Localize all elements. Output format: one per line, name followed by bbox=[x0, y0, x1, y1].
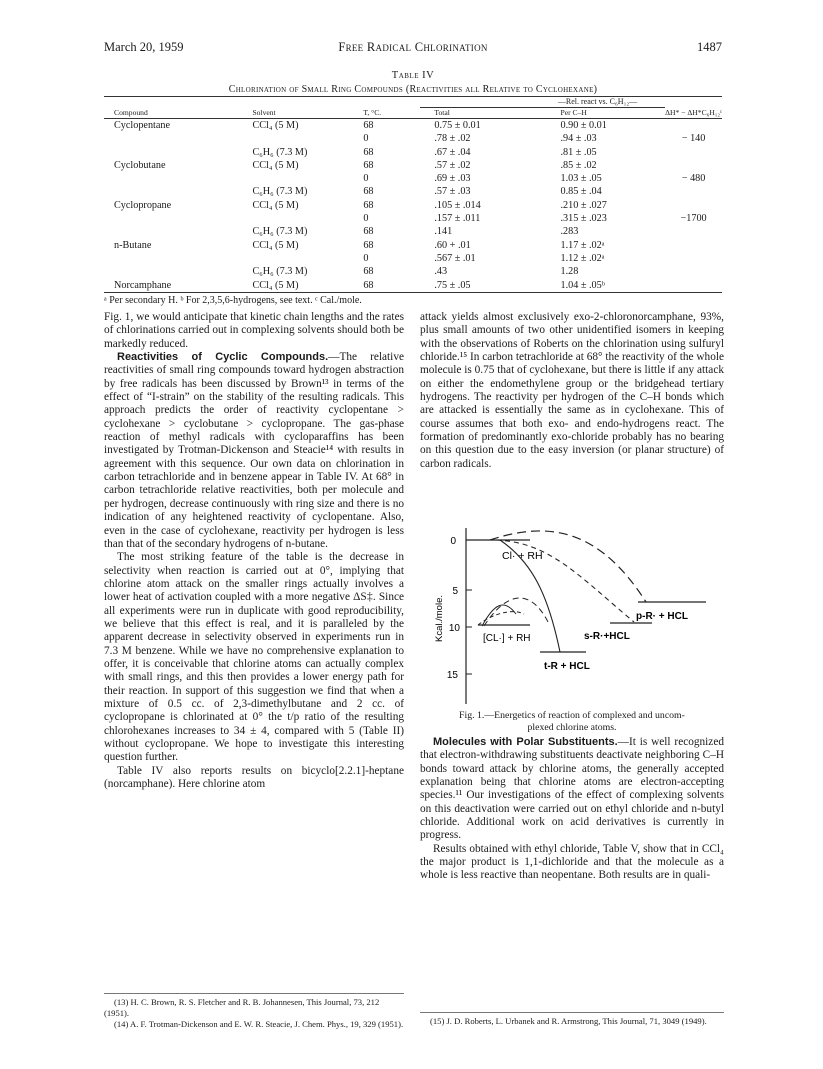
table-row bbox=[104, 239, 722, 252]
figure-caption bbox=[420, 710, 724, 734]
header-date: March 20, 1959 bbox=[104, 40, 184, 54]
cell bbox=[104, 172, 236, 185]
paragraph: Results obtained with ethyl chloride, Table V, show that in CCl₄ the major product is 1,1-dichloride and that the molecule as a whole is less reactive than neopentane. Both results are in quali- bbox=[420, 842, 724, 882]
right-column-bottom bbox=[420, 736, 724, 883]
cell: .141 bbox=[434, 226, 453, 238]
table-caption: Chlorination of Small Ring Compounds (Reactivities all Relative to Cyclohexane) bbox=[228, 84, 598, 95]
label-s-r: s-R·+HCL bbox=[584, 631, 630, 642]
right-references bbox=[420, 1012, 724, 1027]
table-row bbox=[104, 212, 722, 225]
running-header bbox=[104, 40, 722, 58]
cell: 68 bbox=[363, 279, 374, 291]
cell: 68 bbox=[363, 199, 374, 211]
y-axis-label: Kcal./mole. bbox=[434, 595, 445, 642]
cell bbox=[236, 172, 355, 185]
cell: 0 bbox=[363, 213, 369, 225]
section-heading: Molecules with Polar Substituents. bbox=[433, 736, 618, 748]
section-heading: Reactivities of Cyclic Compounds. bbox=[117, 351, 329, 364]
cell: 68 bbox=[363, 226, 374, 238]
cell: Cyclobutane bbox=[114, 159, 166, 171]
caption-line: Fig. 1.—Energetics of reaction of complexed and uncom- bbox=[459, 710, 685, 721]
cell bbox=[665, 185, 722, 198]
cell: Cyclopentane bbox=[114, 120, 171, 131]
curve-complex-2 bbox=[484, 598, 548, 626]
cell: CCl₄ (5 M) bbox=[252, 239, 299, 251]
cell: 0.75 ± 0.01 bbox=[434, 120, 481, 131]
table-row bbox=[104, 159, 722, 172]
cell: 0 bbox=[363, 173, 369, 185]
cell: .283 bbox=[560, 226, 579, 238]
cell: .75 ± .05 bbox=[434, 279, 471, 291]
cell bbox=[104, 225, 236, 238]
table-row bbox=[104, 146, 722, 159]
cell: C₆H₆ (7.3 M) bbox=[252, 146, 308, 158]
cell: C₆H₆ (7.3 M) bbox=[252, 266, 308, 278]
th-temperature: T, °C. bbox=[363, 107, 382, 117]
cell: .105 ± .014 bbox=[434, 199, 481, 211]
cell bbox=[104, 185, 236, 198]
cell: 0.90 ± 0.01 bbox=[560, 120, 607, 131]
cell: .567 ± .01 bbox=[434, 252, 476, 264]
table-row bbox=[104, 225, 722, 238]
cell bbox=[236, 252, 355, 265]
cell bbox=[665, 239, 722, 252]
cell: .43 bbox=[434, 266, 448, 278]
cell bbox=[104, 265, 236, 278]
cell: −1700 bbox=[680, 213, 707, 225]
cell: .94 ± .03 bbox=[560, 133, 597, 145]
th-solvent: Solvent bbox=[252, 107, 276, 117]
cell bbox=[665, 265, 722, 278]
cell: .57 ± .03 bbox=[434, 186, 471, 198]
right-column-top bbox=[420, 311, 724, 471]
cell: .57 ± .02 bbox=[434, 159, 471, 171]
table-row bbox=[104, 119, 722, 133]
table-title: Table IV bbox=[391, 70, 435, 81]
table-header-row bbox=[104, 108, 722, 119]
cell: 0 bbox=[363, 133, 369, 145]
cell: .85 ± .02 bbox=[560, 159, 597, 171]
cell bbox=[665, 199, 722, 212]
y-tick-label: 15 bbox=[446, 670, 458, 681]
cell: .81 ± .05 bbox=[560, 146, 597, 158]
header-title: Free Radical Chlorination bbox=[338, 40, 488, 54]
cell: .78 ± .02 bbox=[434, 133, 471, 145]
cell: 1.04 ± .05ᵇ bbox=[560, 279, 605, 291]
cell: .67 ± .04 bbox=[434, 146, 471, 158]
cell bbox=[104, 146, 236, 159]
th-compound: Compound bbox=[114, 107, 148, 117]
y-tick-label: 10 bbox=[448, 623, 460, 634]
paragraph bbox=[104, 351, 404, 551]
cell bbox=[104, 252, 236, 265]
paragraph-text: —It is well recognized that electron-withdrawing substituents deactivate neighboring C–H bonds toward attack by chlorine atoms, the generally accepted explanation being that chlorine atoms are electron-accepting species.¹¹ Our investigations of the effect of complexing solvents on this deactivation were carried out on ethyl chloride and n-butyl chloride. Additional work on acid derivatives is currently in progress. bbox=[420, 736, 724, 842]
left-column bbox=[104, 311, 404, 791]
table-span-header: —Rel. react vs. C₆H₁₂— bbox=[420, 97, 665, 108]
label-t-r: t-R + HCL bbox=[544, 661, 590, 672]
paragraph: Table IV also reports results on bicyclo[2.2.1]-heptane (norcamphane). Here chlorine atom bbox=[104, 764, 404, 791]
cell: 0 bbox=[363, 252, 369, 264]
cell bbox=[665, 159, 722, 172]
paragraph: attack yields almost exclusively exo-2-chloronorcamphane, 93%, plus small amounts of two other unidentified isomers in keeping with the observations of Roberts on the chlorination using sulfuryl chloride.¹⁵ In carbon tetrachloride at 68° the reactivity of the whole molecule is 0.75 that of cyclohexane, but there is little if any attack on either the endomethylene group or the bridgehead tertiary hydrogens. The reactivity per hydrogen of the C–H bonds which are attacked is essentially the same as in cyclohexane. This of course assumes that both exo- and endo-hydrogens react. The formation of predominantly exo-chloride probably has no bearing on this question due to the easy inversion (or planar structure) of carbon radicals. bbox=[420, 311, 724, 470]
cell: 68 bbox=[363, 159, 374, 171]
paragraph bbox=[420, 736, 724, 843]
cell: Norcamphane bbox=[114, 279, 172, 291]
table-row bbox=[104, 185, 722, 198]
cell bbox=[665, 146, 722, 159]
cell: 68 bbox=[363, 186, 374, 198]
reference: (14) A. F. Trotman-Dickenson and E. W. R. Steacie, J. Chem. Phys., 19, 329 (1951). bbox=[114, 1018, 404, 1029]
cell: 1.03 ± .05 bbox=[560, 173, 602, 185]
left-references bbox=[104, 993, 404, 1029]
cell: .315 ± .023 bbox=[560, 213, 607, 225]
cell: .60 + .01 bbox=[434, 239, 471, 251]
paragraph-text: —The relative reactivities of small ring compounds toward hydrogen abstraction by free radicals has been discussed by Brown¹³ in terms of the effect of “I-strain” on the stability of the resulting radicals. This approach predicts the order of reactivity cyclopentane > cyclohexane > cyclobutane > cyclopropane. The gas-phase reaction of methyl radicals with cycloparaffins has been investigated by Trotman-Dickenson and Steacie¹⁴ with results in agreement with this sequence. Our own data on chlorination in carbon tetrachloride and in benzene appear in Table IV. At 68° in carbon tetrachloride relative reactivities, both per molecule and per hydrogen, decrease continuously with ring size and there is no indication of any heightened reactivity of cyclopentane. Also, even in the case of cyclohexane, reactivity per hydrogen is less than that of the secondary hydrogens of n-butane. bbox=[104, 351, 404, 550]
y-tick-label: 5 bbox=[452, 586, 458, 597]
label-p-r: p-R· + HCL bbox=[636, 611, 688, 622]
cell: 68 bbox=[363, 146, 374, 158]
curve-primary bbox=[490, 531, 646, 602]
reference: (13) H. C. Brown, R. S. Fletcher and R. B. Johannesen, This Journal, 73, 212 (1951). bbox=[104, 997, 380, 1018]
table-row bbox=[104, 252, 722, 265]
cell: 68 bbox=[363, 120, 374, 131]
paragraph: The most striking feature of the table is the decrease in selectivity when reaction is carried out at 0°, implying that chlorine atom attack on the smaller rings actually involves a lower heat of activation coupled with a more negative ΔS‡. Since all experiments were run in duplicate with good reproducibility, we believe that this effect is real, and it is paralleled by the apparent decrease in selectivity observed in experiments run in 7.3 M benzene. While we have no comprehensive explanation to offer, it is conceivable that chlorine atoms can actually complex with small rings, and this then provides a lower energy path for their reaction. In support of this suggestion we find that when a mixture of 0.5 cc. of 2,3-dimethylbutane and 2 cc. of cyclopropane is chlorinated at 0° the t/p ratio of the resulting chlorohexanes increases to 34 ± 4, compared with 5 (Table II) without cyclopropane. We hope to investigate this interesting question further. bbox=[104, 551, 404, 764]
label-cl-rh: Cl· + RH bbox=[502, 550, 543, 562]
table-row bbox=[104, 265, 722, 278]
table-iv bbox=[104, 96, 722, 293]
th-delta-h: ΔH* − ΔH*C₆H₁₂ᶜ bbox=[665, 107, 722, 117]
paragraph: Fig. 1, we would anticipate that kinetic chain lengths and the rates of chlorinations carried out in complexing solvents should both be markedly reduced. bbox=[104, 311, 404, 350]
th-per-ch: Per C–H bbox=[560, 108, 587, 117]
page-number: 1487 bbox=[697, 40, 722, 54]
y-tick-label: 0 bbox=[450, 536, 456, 547]
curve-complex-1 bbox=[478, 612, 524, 625]
cell: − 140 bbox=[681, 133, 706, 145]
cell bbox=[665, 119, 722, 133]
table-row bbox=[104, 172, 722, 185]
cell bbox=[236, 132, 355, 145]
cell bbox=[104, 132, 236, 145]
table-footnote: ᵃ Per secondary H. ᵇ For 2,3,5,6-hydrogens, see text. ᶜ Cal./mole. bbox=[104, 295, 362, 306]
cell: n-Butane bbox=[114, 239, 152, 251]
cell bbox=[665, 252, 722, 265]
cell bbox=[665, 225, 722, 238]
cell: CCl₄ (5 M) bbox=[252, 159, 299, 171]
cell: .69 ± .03 bbox=[434, 173, 471, 185]
cell: .157 ± .011 bbox=[434, 213, 481, 225]
cell bbox=[665, 279, 722, 293]
cell: CCl₄ (5 M) bbox=[252, 279, 299, 291]
cell: C₆H₆ (7.3 M) bbox=[252, 226, 308, 238]
cell: Cyclopropane bbox=[114, 199, 172, 211]
table-row bbox=[104, 279, 722, 293]
caption-line: plexed chlorine atoms. bbox=[527, 722, 617, 733]
cell: 0.85 ± .04 bbox=[560, 186, 602, 198]
cell: CCl₄ (5 M) bbox=[252, 120, 299, 131]
cell: − 480 bbox=[681, 173, 706, 185]
cell bbox=[104, 212, 236, 225]
cell: CCl₄ (5 M) bbox=[252, 199, 299, 211]
label-complex: [CL·] + RH bbox=[483, 633, 531, 644]
cell: 1.12 ± .02ᵃ bbox=[560, 252, 605, 264]
table-row bbox=[104, 199, 722, 212]
cell: 68 bbox=[363, 266, 374, 278]
cell: 68 bbox=[363, 239, 374, 251]
cell: C₆H₆ (7.3 M) bbox=[252, 186, 308, 198]
cell: .210 ± .027 bbox=[560, 199, 607, 211]
cell: 1.28 bbox=[560, 266, 579, 278]
cell bbox=[236, 212, 355, 225]
energy-diagram-svg bbox=[420, 522, 724, 708]
energy-diagram bbox=[420, 522, 724, 708]
cell: 1.17 ± .02ᵃ bbox=[560, 239, 605, 251]
table-row bbox=[104, 132, 722, 145]
reference: (15) J. D. Roberts, L. Urbanek and R. Armstrong, This Journal, 71, 3049 (1949). bbox=[430, 1016, 707, 1026]
th-total: Total bbox=[434, 108, 450, 117]
